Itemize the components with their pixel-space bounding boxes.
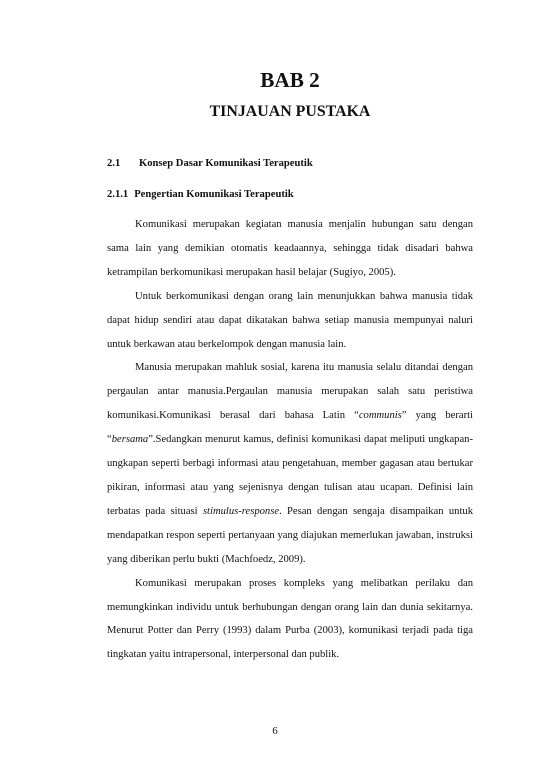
term-communis: communis [358,410,402,422]
paragraph-3 [107,356,473,571]
section-title: Konsep Dasar Komunikasi Terapeutik [139,158,313,169]
section-heading [107,156,473,172]
paragraph-3-text-a: Manusia merupakan mahluk sosial, karena itu manusia selalu ditandai dengan pergaulan antar manusia.Pergaulan manusia merupakan salah satu peristiwa komunikasi.Komunikasi berasal dari bahasa Latin “ [107,362,473,422]
subsection-number: 2.1.1 [107,189,129,200]
term-bersama: bersama [111,434,149,446]
page-content [107,66,473,667]
paragraph-3-text-d: . Pesan dengan sengaja disampaikan untuk mendapatkan respon seperti pertanyaan yang diajukan memerlukan jawaban, instruksi yang diberikan perlu bukti (Machfoedz, 2009). [107,505,473,565]
paragraph-4: Komunikasi merupakan proses kompleks yang melibatkan perilaku dan memungkinkan individu untuk berhubungan dengan orang lain dan dunia sekitarnya. Menurut Potter dan Perry (1993) dalam Purba (2003), komunikasi terjadi pada tiga tingkatan yaitu intrapersonal, interpersonal dan publik. [107,577,473,661]
subsection-title: Pengertian Komunikasi Terapeutik [134,189,294,200]
paragraph-3-text-c: ”.Sedangkan menurut kamus, definisi komunikasi dapat meliputi ungkapan-ungkapan seperti berbagi informasi atau pengetahuan, member gagasan atau bertukar pikiran, informasi atau yang sejenisnya dengan tulisan atau ucapan. Definisi lain terbatas pada situasi [107,434,473,517]
section-number: 2.1 [107,158,121,169]
chapter-title: TINJAUAN PUSTAKA [209,103,371,120]
chapter-number: BAB 2 [260,68,320,92]
subsection-heading [107,187,473,203]
paragraph-3-text-b: ” yang berarti “ [107,410,473,446]
paragraph-1: Komunikasi merupakan kegiatan manusia menjalin hubungan satu dengan sama lain yang demikian otomatis keadaannya, sehingga tidak disadari bahwa ketrampilan berkomunikasi merupakan hasil belajar (Sugiyo, 2005). [107,219,473,278]
term-stimulus-response: stimulus-response [202,505,280,517]
paragraph-2: Untuk berkomunikasi dengan orang lain menunjukkan bahwa manusia tidak dapat hidup sendiri atau dapat dikatakan bahwa setiap manusia mempunyai naluri untuk berkawan atau berkelompok dengan manusia lain. [107,290,473,350]
page-number: 6 [272,726,278,737]
